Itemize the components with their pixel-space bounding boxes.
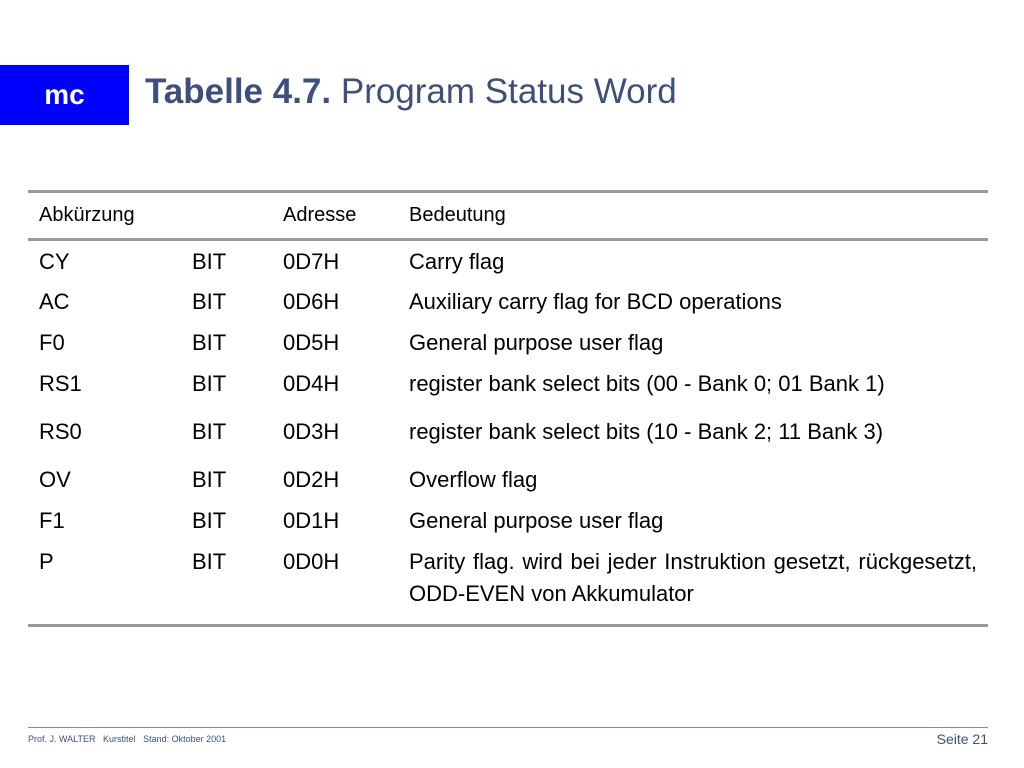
header-abbr: Abkürzung [39, 204, 135, 226]
row-rs0-abbr: RS0 [39, 419, 82, 444]
row-p-address: 0D0H [283, 549, 340, 574]
row-p-abbr: P [39, 549, 54, 574]
row-ac-meaning: Auxiliary carry flag for BCD operations [409, 289, 782, 314]
row-ov-address: 0D2H [283, 467, 340, 492]
footer-author: Prof. J. WALTER [28, 734, 96, 744]
logo-mc [0, 65, 129, 125]
row-ov-meaning: Overflow flag [409, 467, 538, 492]
row-rs1-address: 0D4H [283, 371, 340, 396]
row-rs0-type: BIT [192, 419, 227, 444]
row-cy-address: 0D7H [283, 249, 340, 274]
row-cy-meaning: Carry flag [409, 249, 505, 274]
row-p-type: BIT [192, 549, 227, 574]
row-ac-abbr: AC [39, 289, 70, 314]
row-f1-abbr: F1 [39, 508, 65, 533]
row-f0-type: BIT [192, 330, 227, 355]
row-f0-address: 0D5H [283, 330, 340, 355]
footer-course: Kurstitel [103, 734, 136, 744]
header-address: Adresse [283, 204, 357, 226]
row-ac-type: BIT [192, 289, 227, 314]
row-cy-type: BIT [192, 249, 227, 274]
row-ov-type: BIT [192, 467, 227, 492]
row-f1-address: 0D1H [283, 508, 340, 533]
row-rs0-address: 0D3H [283, 419, 340, 444]
row-ac-address: 0D6H [283, 289, 340, 314]
title-normal-part: Program Status Word [340, 72, 677, 111]
table-top-rule [28, 190, 988, 193]
footer-rule [28, 727, 988, 728]
row-p-meaning [409, 546, 977, 610]
row-rs1-type: BIT [192, 371, 227, 396]
row-rs1-meaning: register bank select bits (00 - Bank 0; 01 Bank 1) [409, 371, 885, 396]
row-f1-meaning: General purpose user flag [409, 508, 664, 533]
page-title [145, 72, 677, 112]
table-bottom-rule [28, 624, 988, 627]
row-f1-type: BIT [192, 508, 227, 533]
row-p-meaning-text: Parity flag. wird bei jeder Instruktion gesetzt, rückgesetzt, ODD-EVEN von Akkumulator [409, 549, 977, 606]
row-rs0-meaning: register bank select bits (10 - Bank 2; 11 Bank 3) [409, 419, 884, 444]
footer-date: Stand: Oktober 2001 [143, 734, 227, 744]
page-number: Seite 21 [936, 731, 988, 747]
table-header-rule [28, 238, 988, 241]
footer-info [28, 734, 226, 744]
row-ov-abbr: OV [39, 467, 71, 492]
row-f0-abbr: F0 [39, 330, 65, 355]
title-bold-part: Tabelle 4.7. [145, 72, 332, 111]
row-rs1-abbr: RS1 [39, 371, 82, 396]
row-cy-abbr: CY [39, 249, 70, 274]
row-f0-meaning: General purpose user flag [409, 330, 664, 355]
logo-text: mc [44, 79, 85, 110]
header-meaning: Bedeutung [409, 204, 506, 226]
